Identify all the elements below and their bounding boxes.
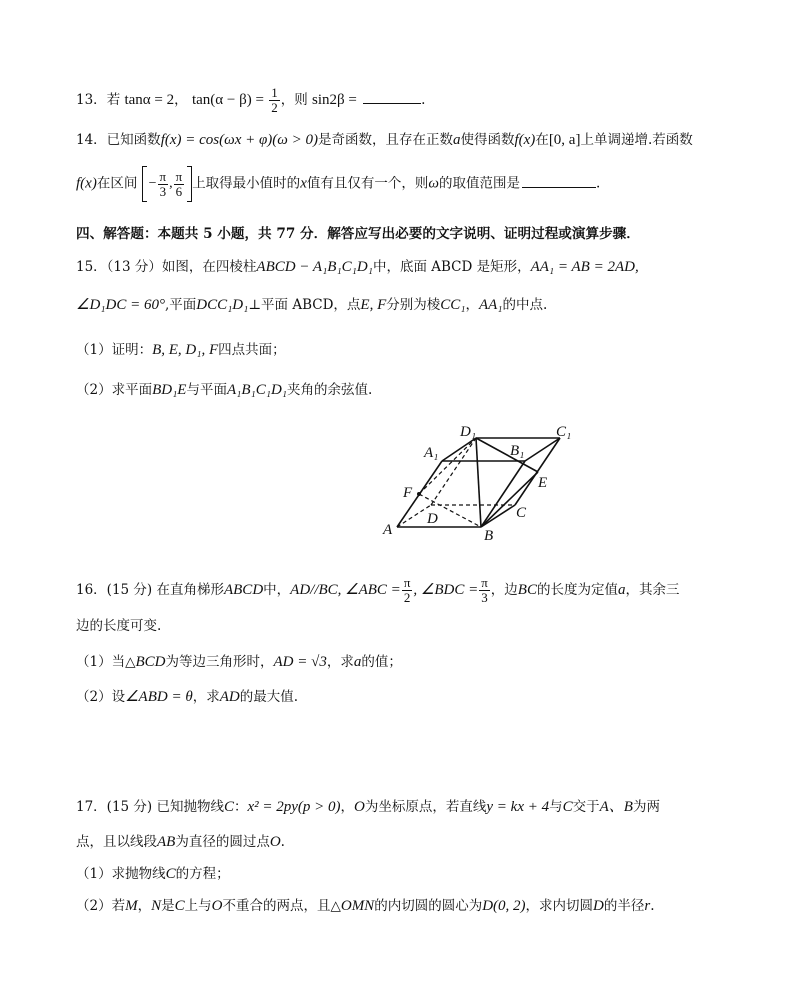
- interval-bracket: − $\frac{\pi}{3}$ , $\frac{\pi}{6}$: [142, 166, 193, 202]
- question-17-part2: （2）若M，N是C上与O不重合的两点，且△OMN的内切圆的圆心为D(0, 2)，求内切圆D的半径r.: [76, 898, 655, 914]
- question-16-line1: 16．(15 分) 在直角梯形ABCD中，AD//BC, ∠ABC = $\frac{\pi}{2}$ , ∠BDC = $\frac{\pi}{3}$ ，边BC的长度为定值a，其余三: [76, 575, 680, 605]
- answer-blank[interactable]: [363, 102, 421, 104]
- question-15-line1: 15．（13 分）如图，在四棱柱ABCD − A₁B₁C₁D₁中，底面 ABCD 是矩形，AA₁ = AB = 2AD,: [76, 259, 639, 275]
- label-E: E: [538, 475, 548, 491]
- label-B1: B₁: [510, 443, 525, 459]
- question-17-line2: 点，且以线段AB为直径的圆过点O.: [76, 834, 285, 850]
- question-14-line2: f(x)在区间 − $\frac{\pi}{3}$ , $\frac{\pi}{6}$ 上取得最小值时的x值有且仅有一个，则ω的取值范围是 .: [76, 166, 600, 202]
- label-D: D: [427, 511, 438, 527]
- section-header: 四、解答题：本题共 5 小题，共 77 分．解答应写出必要的文字说明、证明过程或演算步骤．: [76, 226, 640, 242]
- question-16-line2: 边的长度可变.: [76, 618, 162, 634]
- question-15-part2: （2）求平面BD₁E与平面A₁B₁C₁D₁夹角的余弦值.: [76, 382, 373, 398]
- point-F: [417, 492, 421, 496]
- q13-expr2: tan(α − β) =: [191, 92, 264, 108]
- label-A: A: [383, 522, 393, 538]
- answer-blank[interactable]: [522, 186, 596, 188]
- question-17-line1: 17．(15 分) 已知抛物线C：x² = 2py(p > 0)，O为坐标原点，若直线y = kx + 4与C交于A、B为两: [76, 799, 660, 815]
- q13-number: 13．: [76, 92, 107, 108]
- q13-expr1: tanα = 2: [124, 92, 175, 108]
- question-14-line1: 14．已知函数f(x) = cos(ωx + φ)(ω > 0)是奇函数，且存在正数a使得函数f(x)在[0, a]上单调递增.若函数: [76, 132, 693, 148]
- question-16-part2: （2）设∠ABD = θ，求AD的最大值.: [76, 689, 298, 705]
- label-D1: D₁: [460, 424, 477, 440]
- label-B: B: [484, 528, 494, 544]
- label-C1: C₁: [556, 424, 572, 440]
- q13-expr3: sin2β =: [312, 92, 357, 108]
- label-C: C: [516, 505, 527, 521]
- label-F: F: [403, 485, 413, 501]
- question-16-part1: （1）当△BCD为等边三角形时，AD = √3，求a的值；: [76, 654, 402, 670]
- question-13: 13．若 tanα = 2， tan(α − β) = $\frac{1}{2}$ ，则 sin2β = .: [76, 85, 426, 115]
- question-17-part1: （1）求抛物线C的方程；: [76, 866, 230, 882]
- question-15-line2: ∠D₁DC = 60°,平面DCC₁D₁⊥平面 ABCD，点E, F分别为棱CC₁，AA₁的中点.: [76, 297, 548, 313]
- q13-fraction: $\frac{1}{2}$: [271, 85, 278, 115]
- question-15-part1: （1）证明：B, E, D₁, F四点共面；: [76, 342, 286, 358]
- label-A1: A₁: [424, 445, 439, 461]
